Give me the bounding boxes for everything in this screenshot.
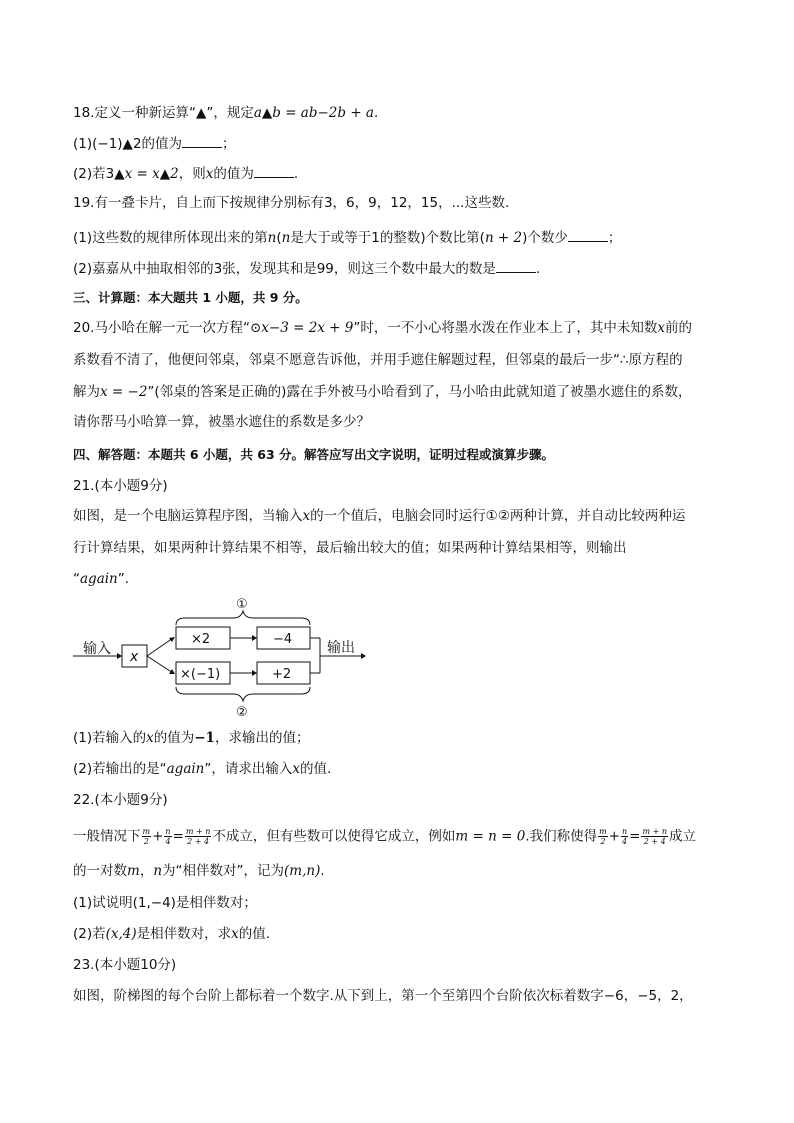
q22-part2: (2)若(x,4)是相伴数对，求x的值. [73, 926, 271, 942]
branch1-connector-head [252, 635, 257, 641]
q18-part1: (1)(−1)▲2的值为 ； [73, 136, 236, 152]
q20-line1: 20.马小哈在解一元一次方程“⊙x−3 = 2x + 9”时，一不小心将墨水泼在作业本上了，其中未知数x前的 [73, 320, 692, 336]
q22-line1: 一般情况下 $\frac{m}{2}$ + $\frac{n}{4}$ = $\frac{m + n}{2 + 4}$ 不成立，但有些数可以使得它成立，例如m = n = 0.我们称使得 $\frac{m}{2}$ + $\frac{n}{4}$ = $\frac{m + n}{2 + 4}$ 成立 [73, 827, 696, 846]
brace-top [176, 611, 310, 625]
answer-blank[interactable] [182, 134, 222, 148]
q21-part1: (1)若输入的x的值为−1，求输出的值； [73, 730, 310, 746]
q21-part2: (2)若输出的是“again”，请求出输入x的值. [73, 761, 332, 777]
brace-bottom [176, 687, 310, 701]
section-3-heading: 三、计算题：本大题共 1 小题，共 9 分。 [73, 290, 308, 305]
branch2-line [147, 656, 173, 673]
q22-line2: 的一对数m，n为“相伴数对”，记为(m,n). [73, 863, 325, 879]
q23-title: 23.(本小题10分) [73, 957, 177, 973]
q19-part2: (2)嘉嘉从中抽取相邻的3张，发现其和是99，则这三个数中最大的数是 . [73, 261, 541, 277]
q21-line3: “again”. [73, 571, 130, 587]
q21-line1: 如图，是一个电脑运算程序图，当输入x的一个值后，电脑会同时运行①②两种计算，并自动比较两种运 [73, 508, 686, 524]
branch2-label: ② [236, 705, 248, 720]
fraction-m-over-2: $\frac{m}{2}$ [142, 827, 151, 846]
q23-line1: 如图，阶梯图的每个台阶上都标着一个数字.从下到上，第一个至第四个台阶依次标着数字−6，−5，2， [73, 988, 693, 1004]
branch1-line [147, 638, 173, 656]
flow-output-label: 输出 [327, 640, 355, 656]
q20-line2: 系数看不清了，他便问邻桌，邻桌不愿意告诉他，并用手遮住解题过程，但邻桌的最后一步“∴原方程的 [73, 352, 683, 368]
answer-blank[interactable] [254, 164, 294, 178]
q22-title: 22.(本小题9分) [73, 792, 168, 808]
branch2-op2: +2 [272, 667, 292, 682]
branch1-op1: ×2 [191, 632, 211, 647]
computation-flowchart [73, 594, 373, 722]
q22-part1: (1)试说明(1,−4)是相伴数对； [73, 895, 257, 911]
fraction-mn-over-6: $\frac{m + n}{2 + 4}$ [185, 827, 211, 846]
answer-blank[interactable] [496, 259, 536, 273]
flow-x-label: x [130, 649, 139, 665]
section-4-heading: 四、解答题：本题共 6 小题，共 63 分。解答应写出文字说明，证明过程或演算步骤。 [73, 447, 555, 462]
branch1-op2: −4 [273, 632, 293, 647]
branch1-arrow-head [169, 637, 175, 642]
q19-stem: 19.有一叠卡片，自上而下按规律分别标有3，6，9，12，15，...这些数. [73, 195, 510, 211]
q18-part2: (2)若3▲x = x▲2，则x的值为 . [73, 166, 299, 182]
branch2-connector-head [252, 670, 257, 676]
q20-line3: 解为x = −2”(邻桌的答案是正确的)露在手外被马小哈看到了，马小哈由此就知道了被墨水遮住的系数， [73, 384, 692, 400]
fraction-m-over-2: $\frac{m}{2}$ [599, 827, 607, 846]
q18-formula: a▲b = ab−2b + a [253, 105, 374, 121]
q19-part1: (1)这些数的规律所体现出来的第n(n是大于或等于1的整数)个数比第(n + 2)个数少 ； [73, 230, 622, 246]
fraction-n-over-4: $\frac{n}{4}$ [621, 827, 628, 846]
fraction-mn-over-6: $\frac{m + n}{2 + 4}$ [642, 827, 667, 846]
fraction-n-over-4: $\frac{n}{4}$ [165, 827, 171, 846]
flow-input-label: 输入 [83, 641, 111, 657]
answer-blank[interactable] [568, 228, 608, 242]
q20-line4: 请你帮马小哈算一算，被墨水遮住的系数是多少？ [73, 414, 370, 430]
output-arrow-head [361, 653, 366, 659]
q18-stem: 18.定义一种新运算“▲”，规定a▲b = ab−2b + a. [73, 105, 379, 121]
branch1-label: ① [236, 597, 248, 612]
q21-line2: 行计算结果，如果两种计算结果不相等，最后输出较大的值；如果两种计算结果相等，则输出 [73, 540, 627, 556]
q21-title: 21.(本小题9分) [73, 478, 168, 494]
branch2-op1: ×(−1) [180, 667, 221, 682]
input-arrow-head [117, 653, 122, 659]
